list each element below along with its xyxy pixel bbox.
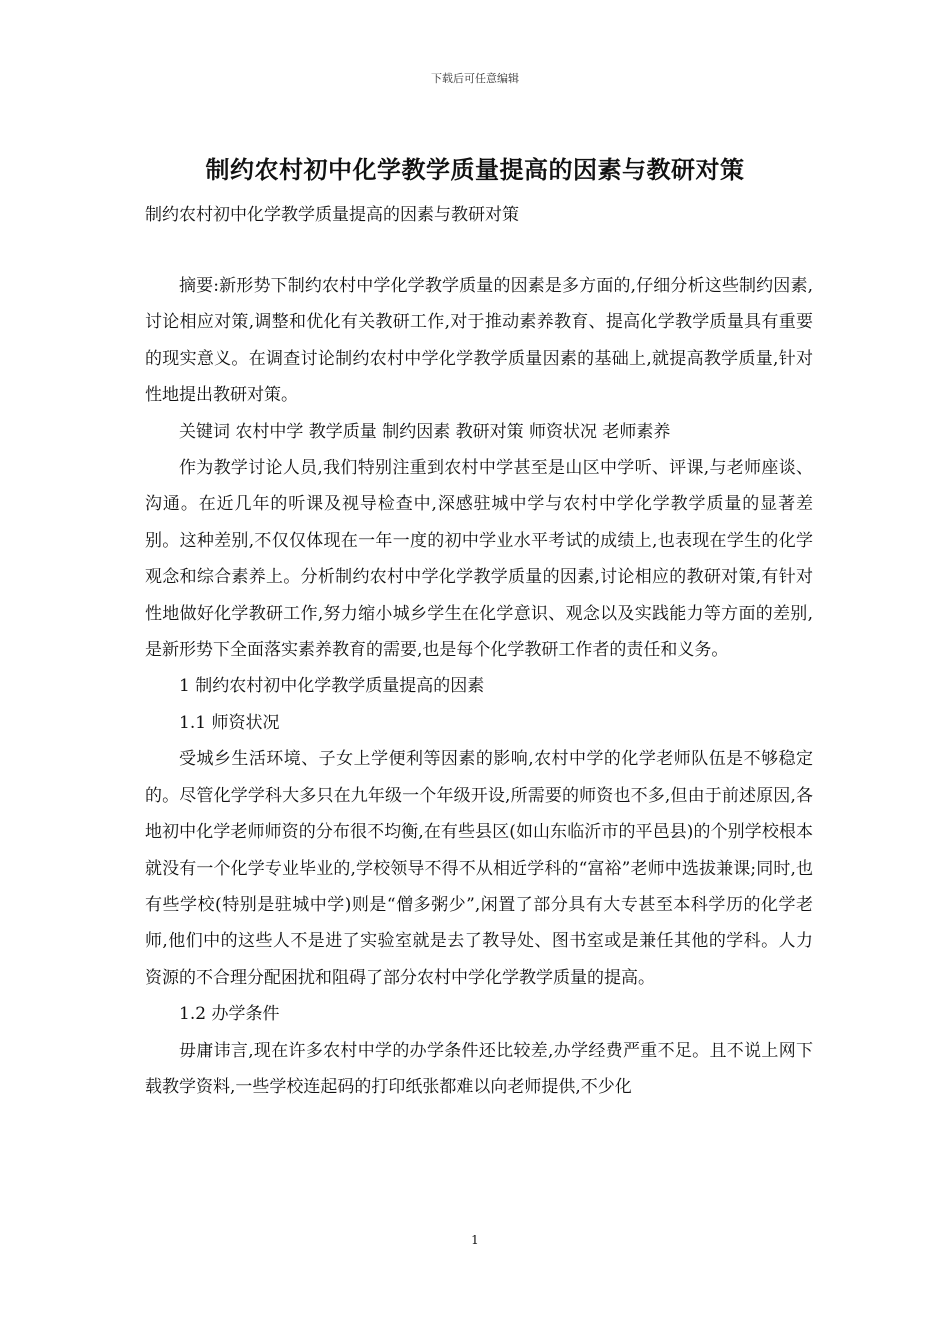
subsection-heading: 1.1 师资状况 — [179, 712, 280, 733]
page-number: 1 — [471, 1233, 479, 1247]
section-heading: 1 制约农村初中化学教学质量提高的因素 — [179, 676, 485, 697]
document-title: 制约农村初中化学教学质量提高的因素与教研对策 — [205, 155, 745, 184]
subsection-heading: 1.2 办学条件 — [179, 1004, 280, 1025]
abstract-paragraph: 摘要:新形势下制约农村中学化学教学质量的因素是多方面的,仔细分析这些制约因素,讨论相应对策,调整和优化有关教研工作,对于推动素养教育、提高化学教学质量具有重要的现实意义。在调查讨论制约农村中学化学教学质量因素的基础上,就提高教学质量,针对性地提出教研对策。 — [145, 276, 813, 406]
body-paragraph: 毋庸讳言,现在许多农村中学的办学条件还比较差,办学经费严重不足。且不说上网下载教学资料,一些学校连起码的打印纸张都难以向老师提供,不少化 — [145, 1040, 813, 1097]
keywords-paragraph: 关键词 农村中学 教学质量 制约因素 教研对策 师资状况 老师素养 — [179, 421, 671, 442]
document-subtitle: 制约农村初中化学教学质量提高的因素与教研对策 — [145, 205, 519, 225]
intro-paragraph: 作为教学讨论人员,我们特别注重到农村中学甚至是山区中学听、评课,与老师座谈、沟通。在近几年的听课及视导检查中,深感驻城中学与农村中学化学教学质量的显著差别。这种差别,不仅仅体现在一年一度的初中学业水平考试的成绩上,也表现在学生的化学观念和综合素养上。分析制约农村中学化学教学质量的因素,讨论相应的教研对策,有针对性地做好化学教研工作,努力缩小城乡学生在化学意识、观念以及实践能力等方面的差别,是新形势下全面落实素养教育的需要,也是每个化学教研工作者的责任和义务。 — [145, 458, 813, 661]
document-body — [145, 268, 813, 1105]
page-header-note: 下载后可任意编辑 — [431, 72, 519, 85]
body-paragraph: 受城乡生活环境、子女上学便利等因素的影响,农村中学的化学老师队伍是不够稳定的。尽管化学学科大多只在九年级一个年级开设,所需要的师资也不多,但由于前述原因,各地初中化学老师师资的分布很不均衡,在有些县区(如山东临沂市的平邑县)的个别学校根本就没有一个化学专业毕业的,学校领导不得不从相近学科的“富裕”老师中选拔兼课;同时,也有些学校(特别是驻城中学)则是“僧多粥少”,闲置了部分具有大专甚至本科学历的化学老师,他们中的这些人不是进了实验室就是去了教导处、图书室或是兼任其他的学科。人力资源的不合理分配困扰和阻碍了部分农村中学化学教学质量的提高。 — [145, 749, 813, 988]
